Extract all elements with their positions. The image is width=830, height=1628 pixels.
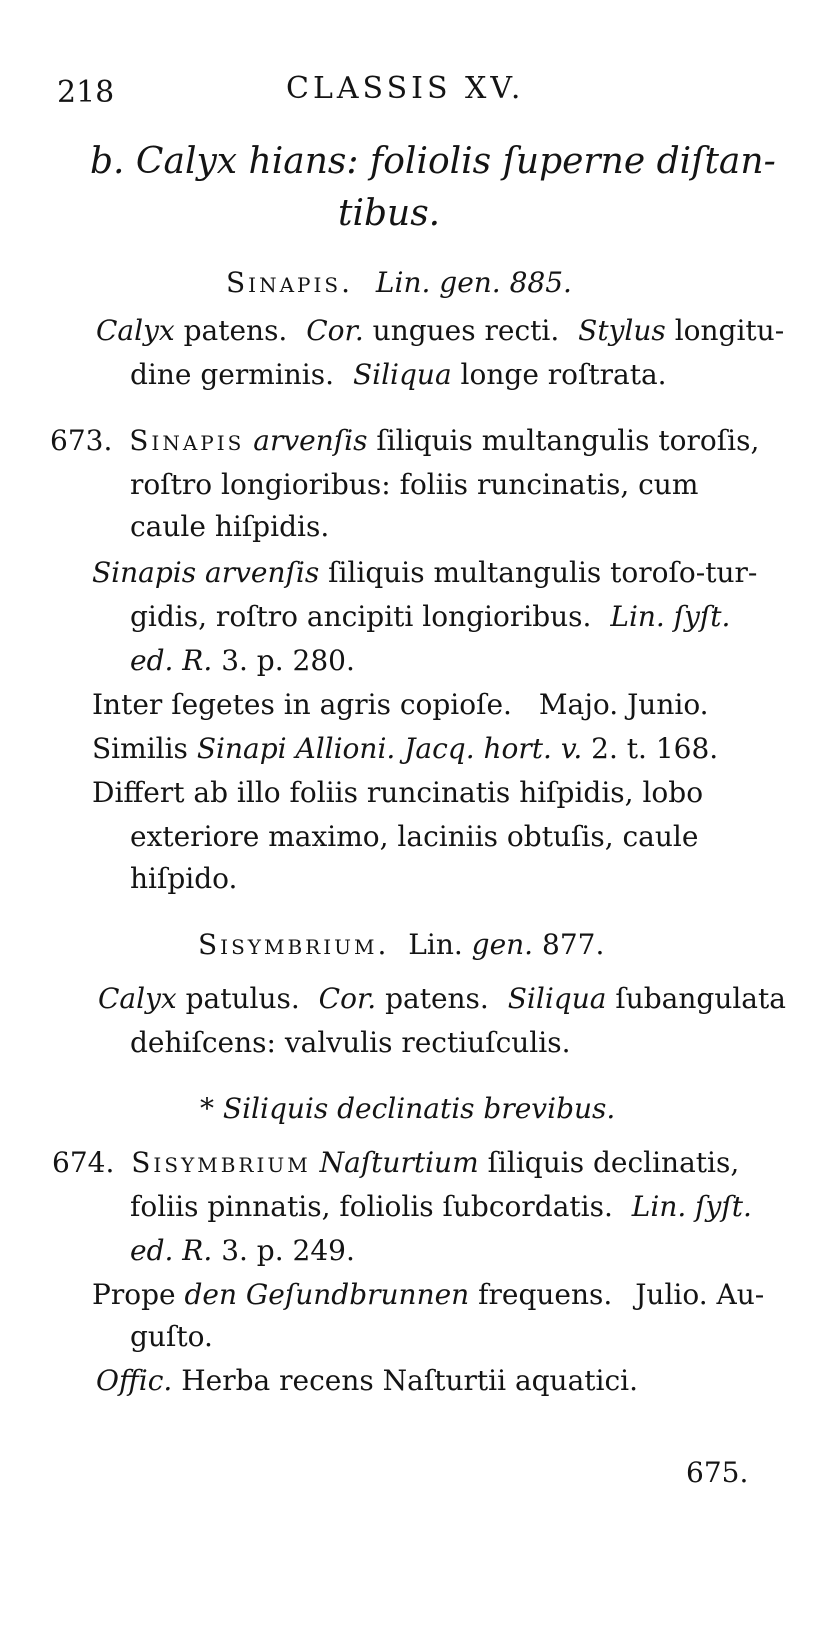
entry-674-line-3 bbox=[130, 1234, 355, 1268]
entry-673-similis bbox=[92, 732, 718, 766]
entry-number: 673. bbox=[50, 424, 113, 457]
text: patens. bbox=[183, 314, 288, 347]
section-heading-line-1: b. Calyx hians: foliolis ſuperne diſtan- bbox=[90, 141, 776, 182]
entry-genus: Sisymbrium bbox=[131, 1146, 311, 1179]
entry-674-offic bbox=[96, 1364, 638, 1398]
text: Prope bbox=[92, 1278, 176, 1311]
term-cor: Cor. bbox=[306, 314, 364, 347]
text: 2. t. 168. bbox=[591, 732, 719, 765]
genus-description-line-1 bbox=[96, 314, 784, 348]
term-stylus: Stylus bbox=[578, 314, 666, 347]
reference: Lin. ſyſt. bbox=[631, 1190, 752, 1223]
locality: den Geſundbrunnen bbox=[184, 1278, 470, 1311]
entry-673-synonym-line-1 bbox=[92, 556, 757, 590]
text: Inter ſegetes in agris copioſe. bbox=[92, 688, 512, 721]
text: longitu- bbox=[674, 314, 785, 347]
genus-reference: gen. bbox=[471, 928, 534, 961]
text: ſiliquis multangulis toroſis, bbox=[376, 424, 760, 457]
term-siliqua: Siliqua bbox=[352, 358, 452, 391]
entry-673-differt-line-2: exteriore maximo, laciniis obtuſis, caule bbox=[130, 820, 699, 853]
genus-heading-sisymbrium bbox=[198, 928, 604, 962]
term-calyx: Calyx bbox=[98, 982, 177, 1015]
term-siliqua: Siliqua bbox=[507, 982, 607, 1015]
reference: ed. R. bbox=[130, 644, 213, 677]
genus-name: Sinapis. bbox=[226, 266, 353, 299]
text: patulus. bbox=[185, 982, 300, 1015]
page-number: 218 bbox=[57, 75, 115, 110]
genus-reference: 877. bbox=[542, 928, 605, 961]
flowering-months: Julio. Au- bbox=[635, 1278, 765, 1311]
text: patens. bbox=[385, 982, 489, 1015]
text: dine germinis. bbox=[130, 358, 335, 391]
catchword: 675. bbox=[686, 1456, 749, 1489]
entry-number: 674. bbox=[52, 1146, 115, 1179]
entry-674-habitat-line-1 bbox=[92, 1278, 764, 1312]
term-offic: Offic. bbox=[96, 1364, 173, 1397]
entry-species: arvenſis bbox=[253, 424, 368, 457]
entry-674-line-1 bbox=[52, 1146, 739, 1180]
flowering-months: Majo. Junio. bbox=[538, 688, 709, 721]
entry-species: Naſturtium bbox=[319, 1146, 479, 1179]
reference: Lin. ſyſt. bbox=[610, 600, 731, 633]
genus-reference: Lin. gen. 885. bbox=[375, 266, 572, 299]
text: ſiliquis multangulis toroſo-tur- bbox=[328, 556, 758, 589]
reference: ed. R. bbox=[130, 1234, 213, 1267]
term-cor: Cor. bbox=[318, 982, 377, 1015]
genus-description-line-2 bbox=[130, 358, 667, 392]
text: Herba recens Naſturtii aquatici. bbox=[181, 1364, 639, 1397]
genus-sisymbrium-description-line-2: dehiſcens: valvulis rectiuſculis. bbox=[130, 1026, 571, 1059]
entry-673-line-2: roſtro longioribus: foliis runcinatis, cum bbox=[130, 468, 699, 501]
term-calyx: Calyx bbox=[96, 314, 175, 347]
subsection-heading: * Siliquis declinatis brevibus. bbox=[200, 1092, 616, 1125]
running-head: CLASSIS XV. bbox=[286, 71, 525, 106]
text: longe roſtrata. bbox=[460, 358, 667, 391]
entry-673-line-1 bbox=[50, 424, 759, 458]
text: gidis, roſtro ancipiti longioribus. bbox=[130, 600, 592, 633]
entry-674-line-2 bbox=[130, 1190, 752, 1224]
text: frequens. bbox=[478, 1278, 613, 1311]
entry-673-synonym-line-2 bbox=[130, 600, 730, 634]
entry-674-habitat-line-2: guſto. bbox=[130, 1320, 213, 1353]
synonym-name: Sinapis arvenſis bbox=[92, 556, 320, 589]
text: Similis bbox=[92, 732, 188, 765]
section-heading-line-2: tibus. bbox=[338, 193, 441, 234]
genus-sisymbrium-description-line-1 bbox=[98, 982, 786, 1016]
text: ſiliquis declinatis, bbox=[487, 1146, 740, 1179]
text: foliis pinnatis, foliolis ſubcordatis. bbox=[130, 1190, 613, 1223]
entry-genus: Sinapis bbox=[129, 424, 245, 457]
text: ſubangulata bbox=[615, 982, 786, 1015]
entry-673-synonym-line-3 bbox=[130, 644, 355, 678]
text: 3. p. 280. bbox=[221, 644, 355, 677]
reference: Sinapi Allioni. Jacq. hort. v. bbox=[196, 732, 583, 765]
entry-673-differt-line-3: hiſpido. bbox=[130, 862, 238, 895]
entry-673-habitat bbox=[92, 688, 709, 722]
genus-reference: Lin. bbox=[408, 928, 463, 961]
genus-name: Sisymbrium. bbox=[198, 928, 390, 961]
genus-heading-sinapis bbox=[226, 266, 572, 300]
text: ungues recti. bbox=[372, 314, 560, 347]
entry-673-differt-line-1: Differt ab illo foliis runcinatis hiſpidis, lobo bbox=[92, 776, 704, 809]
entry-673-line-3: caule hiſpidis. bbox=[130, 510, 330, 543]
text: 3. p. 249. bbox=[221, 1234, 355, 1267]
